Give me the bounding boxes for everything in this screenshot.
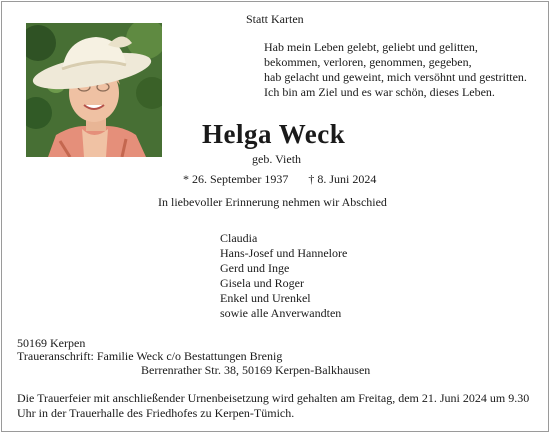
mourning-address	[17, 349, 282, 364]
poem-line: hab gelacht und geweint, mich versöhnt und gestritten.	[264, 70, 527, 84]
obituary-notice	[1, 1, 549, 432]
address-line-1: Familie Weck c/o Bestattungen Brenig	[96, 349, 283, 363]
statt-karten-label: Statt Karten	[246, 12, 304, 26]
mourner-item: Gerd und Inge	[220, 261, 290, 275]
poem-line: bekommen, verloren, genommen, gegeben,	[264, 55, 472, 69]
maiden-name: geb. Vieth	[252, 152, 302, 166]
remembrance-line: In liebevoller Erinnerung nehmen wir Abschied	[158, 195, 387, 209]
mourner-item: sowie alle Anverwandten	[220, 306, 342, 320]
address-label: Traueranschrift:	[17, 349, 94, 363]
mourner-item: Enkel und Urenkel	[220, 291, 311, 305]
mourners-list	[220, 231, 347, 321]
portrait-image	[26, 23, 162, 157]
mourner-item: Hans-Josef und Hannelore	[220, 246, 348, 260]
birth-date: * 26. September 1937	[183, 172, 289, 186]
city-line: 50169 Kerpen	[17, 336, 86, 350]
service-announcement: Die Trauerfeier mit anschließender Urnenbeisetzung wird gehalten am Freitag, dem 21. Juni 2024 um 9.30 Uhr in der Trauerhalle des Friedhofes zu Kerpen-Tümich.	[17, 391, 530, 420]
address-line-2: Berrenrather Str. 38, 50169 Kerpen-Balkhausen	[141, 363, 371, 377]
death-date: † 8. Juni 2024	[308, 172, 377, 186]
poem-line: Hab mein Leben gelebt, geliebt und gelitten,	[264, 40, 478, 54]
poem-line: Ich bin am Ziel und es war schön, dieses Leben.	[264, 85, 495, 99]
deceased-name: Helga Weck	[202, 119, 346, 149]
mourner-item: Gisela und Roger	[220, 276, 304, 290]
life-dates	[183, 172, 376, 187]
poem-block	[264, 40, 527, 100]
portrait-photo	[26, 23, 162, 157]
mourner-item: Claudia	[220, 231, 258, 245]
